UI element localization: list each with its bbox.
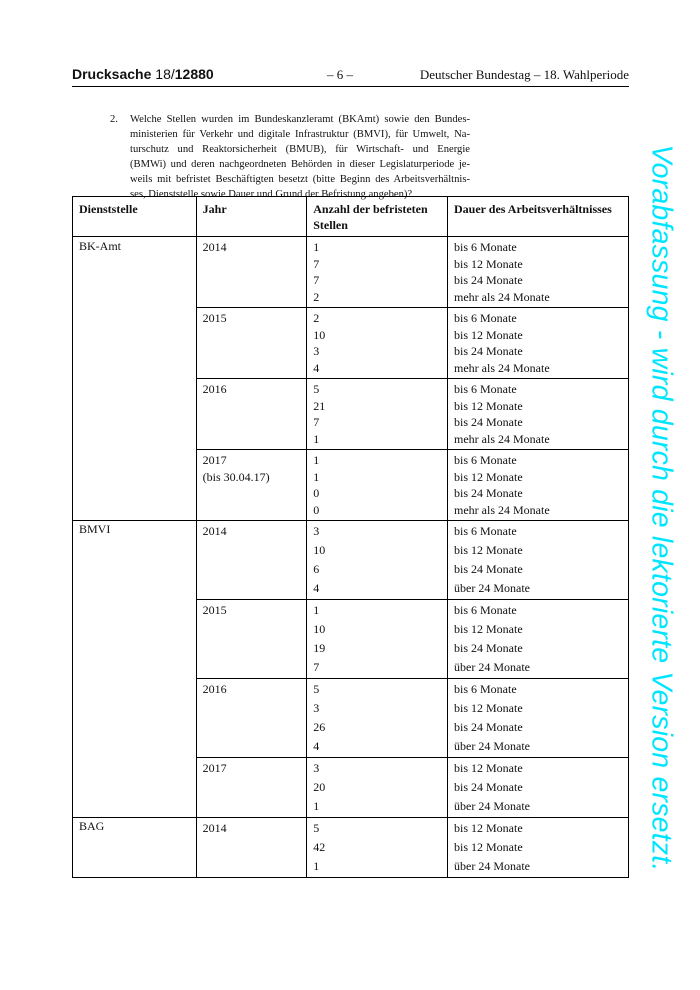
document-label: Drucksache: [72, 66, 152, 82]
anzahl-value: 10: [313, 543, 326, 557]
anzahl-value: 1: [313, 603, 320, 617]
anzahl-value: 0: [313, 502, 320, 517]
cell-dienststelle: BK-Amt: [73, 237, 197, 308]
dauer-value: mehr als 24 Monate: [454, 289, 550, 304]
anzahl-value: 3: [313, 344, 320, 358]
dauer-value: bis 6 Monate: [454, 682, 517, 696]
dauer-value: über 24 Monate: [454, 581, 530, 595]
cell-dienststelle: BAG: [73, 818, 197, 878]
anzahl-value: 26: [313, 720, 326, 734]
anzahl-value: 7: [313, 660, 320, 674]
cell-jahr: [196, 379, 307, 450]
cell-dauer: [448, 818, 629, 878]
header-dauer: Dauer des Arbeitsverhältnisses: [448, 197, 629, 237]
cell-jahr: [196, 308, 307, 379]
dauer-value: bis 6 Monate: [454, 311, 517, 325]
dauer-value: bis 12 Monate: [454, 398, 523, 413]
cell-dienststelle: [73, 450, 197, 521]
anzahl-value: 6: [313, 562, 320, 576]
dauer-value: bis 24 Monate: [454, 720, 523, 734]
dauer-value: bis 24 Monate: [454, 641, 523, 655]
anzahl-value: 0: [313, 486, 320, 500]
document-number: [72, 66, 214, 82]
anzahl-value: 1: [313, 453, 320, 467]
table-row: [73, 600, 629, 679]
cell-dauer: [448, 379, 629, 450]
dauer-value: über 24 Monate: [454, 859, 530, 873]
cell-anzahl: [307, 450, 448, 521]
jahr-value: 2017: [202, 453, 227, 467]
cell-dienststelle: [73, 600, 197, 679]
dauer-value: über 24 Monate: [454, 660, 530, 674]
question-block: [110, 112, 470, 202]
anzahl-value: 3: [313, 524, 320, 538]
anzahl-value: 7: [313, 273, 320, 287]
table-row: [73, 521, 629, 600]
anzahl-value: 5: [313, 821, 320, 835]
cell-jahr: [196, 521, 307, 600]
jahr-value: 2016: [202, 682, 227, 696]
dauer-value: mehr als 24 Monate: [454, 431, 550, 446]
question-line: Welche Stellen wurden im Bundeskanzleramt (BKAmt) sowie den Bundes-: [130, 114, 470, 125]
dauer-value: mehr als 24 Monate: [454, 502, 550, 517]
cell-dienststelle: [73, 679, 197, 758]
question-line: (BMWi) und deren nachgeordneten Behörden in dieser Legislaturperiode je-: [130, 159, 470, 170]
cell-jahr: [196, 237, 307, 308]
cell-anzahl: [307, 379, 448, 450]
cell-anzahl: [307, 237, 448, 308]
cell-dauer: [448, 308, 629, 379]
dauer-value: bis 12 Monate: [454, 701, 523, 715]
dauer-value: bis 6 Monate: [454, 382, 517, 396]
anzahl-value: 21: [313, 398, 326, 413]
dauer-value: bis 24 Monate: [454, 344, 523, 358]
dauer-value: bis 12 Monate: [454, 622, 523, 636]
anzahl-value: 3: [313, 701, 320, 715]
anzahl-value: 1: [313, 859, 320, 873]
question-line: weils mit befristet Beschäftigten besetzt (bitte Beginn des Arbeitsverhältnis-: [130, 174, 470, 185]
anzahl-value: 5: [313, 682, 320, 696]
anzahl-value: 42: [313, 840, 326, 854]
cell-anzahl: [307, 758, 448, 818]
header-dienststelle: Dienststelle: [73, 197, 197, 237]
jahr-value: 2016: [202, 382, 227, 396]
cell-dienststelle: [73, 379, 197, 450]
dauer-value: bis 24 Monate: [454, 780, 523, 794]
anzahl-value: 4: [313, 739, 320, 753]
dauer-value: bis 24 Monate: [454, 486, 523, 500]
table-row: [73, 818, 629, 878]
dauer-value: bis 12 Monate: [454, 469, 523, 484]
cell-anzahl: [307, 521, 448, 600]
jahr-value: 2014: [202, 821, 227, 835]
cell-dienststelle: [73, 308, 197, 379]
anzahl-value: 5: [313, 382, 320, 396]
dauer-value: bis 12 Monate: [454, 256, 523, 271]
jahr-note: (bis 30.04.17): [202, 469, 270, 484]
question-text: [130, 112, 470, 202]
jahr-value: 2017: [202, 761, 227, 775]
dauer-value: bis 12 Monate: [454, 840, 523, 854]
cell-dienststelle: BMVI: [73, 521, 197, 600]
dauer-value: bis 24 Monate: [454, 273, 523, 287]
cell-anzahl: [307, 308, 448, 379]
anzahl-value: 2: [313, 311, 320, 325]
cell-anzahl: [307, 679, 448, 758]
cell-dauer: [448, 237, 629, 308]
table-row: [73, 379, 629, 450]
cell-dauer: [448, 450, 629, 521]
cell-anzahl: [307, 818, 448, 878]
table-header-row: [73, 197, 629, 237]
table-row: [73, 758, 629, 818]
draft-watermark: [641, 108, 681, 908]
dauer-value: bis 6 Monate: [454, 453, 517, 467]
dauer-value: bis 6 Monate: [454, 240, 517, 254]
cell-dauer: [448, 679, 629, 758]
question-line: ministerien für Verkehr und digitale Infrastruktur (BMVI), für Umwelt, Na-: [130, 129, 470, 140]
jahr-value: 2014: [202, 240, 227, 254]
cell-jahr: [196, 450, 307, 521]
cell-dauer: [448, 521, 629, 600]
anzahl-value: 7: [313, 415, 320, 429]
dauer-value: bis 6 Monate: [454, 603, 517, 617]
anzahl-value: 10: [313, 327, 326, 342]
dauer-value: bis 12 Monate: [454, 543, 523, 557]
employment-table: [72, 196, 629, 878]
dauer-value: bis 12 Monate: [454, 761, 523, 775]
anzahl-value: 10: [313, 622, 326, 636]
dauer-value: bis 24 Monate: [454, 415, 523, 429]
table-body: [73, 237, 629, 878]
question-line: ses, Dienststelle sowie Dauer und Grund der Befristung angeben)?: [130, 189, 413, 200]
table-row: [73, 450, 629, 521]
question-line: turschutz und Reaktorsicherheit (BMUB), für Wirtschaft- und Energie: [130, 144, 470, 155]
anzahl-value: 4: [313, 581, 320, 595]
dauer-value: bis 6 Monate: [454, 524, 517, 538]
publisher: Deutscher Bundestag – 18. Wahlperiode: [419, 67, 629, 82]
document-number-value: 12880: [174, 66, 214, 82]
anzahl-value: 1: [313, 799, 320, 813]
cell-dauer: [448, 758, 629, 818]
dauer-value: über 24 Monate: [454, 739, 530, 753]
jahr-value: 2014: [202, 524, 227, 538]
cell-jahr: [196, 818, 307, 878]
anzahl-value: 7: [313, 256, 320, 271]
table-row: [73, 679, 629, 758]
anzahl-value: 19: [313, 641, 326, 655]
question-number: 2.: [110, 114, 118, 125]
dauer-value: über 24 Monate: [454, 799, 530, 813]
anzahl-value: 1: [313, 469, 320, 484]
page-number: – 6 –: [327, 67, 353, 82]
header-anzahl: Anzahl der befristeten Stellen: [307, 197, 448, 237]
anzahl-value: 4: [313, 360, 320, 375]
page-header: [72, 66, 629, 87]
dauer-value: bis 12 Monate: [454, 327, 523, 342]
jahr-value: 2015: [202, 603, 227, 617]
table-row: [73, 237, 629, 308]
anzahl-value: 2: [313, 289, 320, 304]
cell-anzahl: [307, 600, 448, 679]
cell-jahr: [196, 600, 307, 679]
cell-jahr: [196, 679, 307, 758]
dauer-value: bis 12 Monate: [454, 821, 523, 835]
cell-dauer: [448, 600, 629, 679]
anzahl-value: 1: [313, 431, 320, 446]
jahr-value: 2015: [202, 311, 227, 325]
header-jahr: Jahr: [196, 197, 307, 237]
cell-jahr: [196, 758, 307, 818]
watermark-text: Vorabfassung - wird durch die lektorierte Version ersetzt.: [645, 144, 678, 872]
cell-dienststelle: [73, 758, 197, 818]
dauer-value: mehr als 24 Monate: [454, 360, 550, 375]
anzahl-value: 20: [313, 780, 326, 794]
anzahl-value: 3: [313, 761, 320, 775]
document-number-prefix: 18/: [155, 66, 175, 82]
anzahl-value: 1: [313, 240, 320, 254]
dauer-value: bis 24 Monate: [454, 562, 523, 576]
table-row: [73, 308, 629, 379]
